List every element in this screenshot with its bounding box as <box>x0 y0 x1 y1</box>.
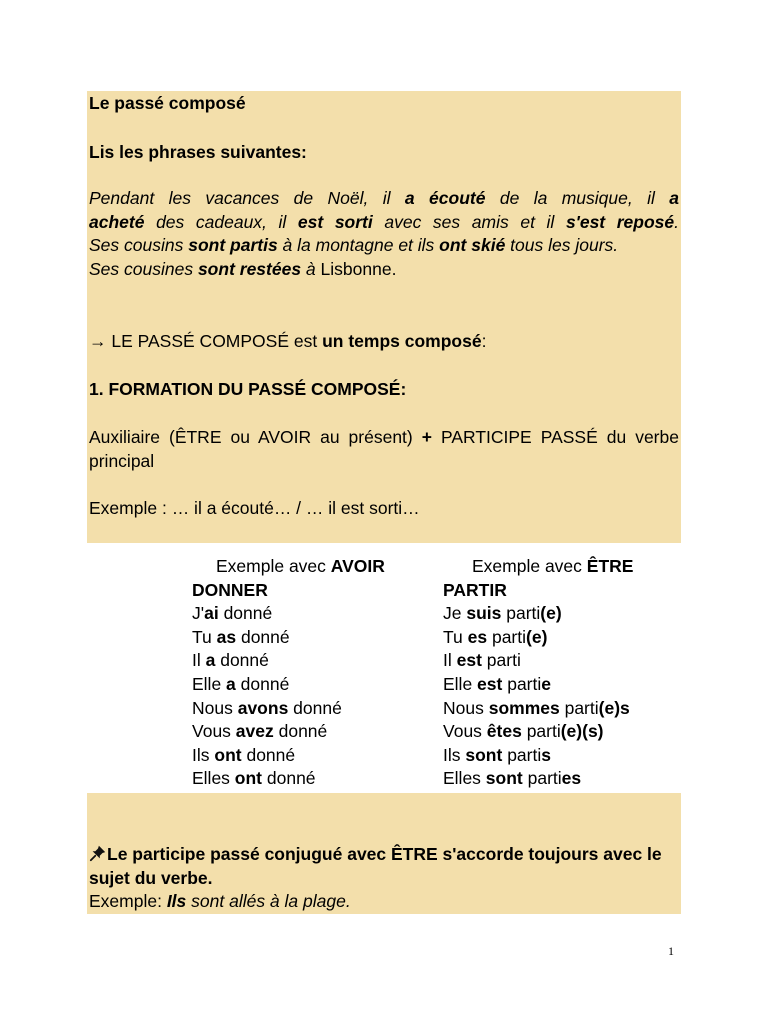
sentence-text: des cadeaux, il <box>144 211 298 232</box>
conjugation-text: Elles <box>443 768 486 789</box>
conjugation-text: parti <box>487 626 527 647</box>
conjugation-bold: es <box>561 768 582 789</box>
rule-example-rest: sont allés à la plage. <box>186 891 351 911</box>
page-number: 1 <box>668 944 674 958</box>
verb-name: DONNER <box>192 579 268 600</box>
conjugation-bold: sont <box>465 744 503 765</box>
conjugation-text: Il <box>192 650 206 671</box>
sentence-verb: a écouté <box>404 188 486 208</box>
conjugation-text: Ils <box>192 744 215 765</box>
conjugation-bold: ai <box>204 603 219 624</box>
etre-verb <box>443 579 633 603</box>
conjugation-bold: s <box>541 744 551 765</box>
conjugation-text: Elle <box>443 673 478 694</box>
conjugation-bold: sont <box>485 768 523 789</box>
avoir-row <box>192 649 385 673</box>
conjugation-text: donné <box>215 650 269 671</box>
conjugation-bold: sommes <box>488 697 560 718</box>
example-label: Exemple : <box>89 498 172 518</box>
conjugation-text: donné <box>241 744 296 765</box>
sentence-text: à <box>301 258 321 279</box>
sentence-text: . <box>391 258 397 279</box>
conjugation-bold: (e) <box>540 603 562 624</box>
etre-rows <box>443 602 633 791</box>
conjugation-text: Tu <box>443 626 468 647</box>
heading-text: Lis les phrases suivantes: <box>89 142 307 162</box>
conjugation-text: Elle <box>192 673 227 694</box>
sentence-text: Lisbonne <box>320 258 392 279</box>
conjugation-text: Tu <box>192 626 217 647</box>
conjugation-text: donné <box>235 673 290 694</box>
conjugation-text: parti <box>559 697 599 718</box>
title-text: Le passé composé <box>89 93 246 113</box>
header-text: Exemple avec <box>472 556 587 576</box>
conjugation-bold: es <box>467 626 488 647</box>
conjugation-text: donné <box>273 721 328 742</box>
header-bold: ÊTRE <box>586 556 634 576</box>
conjugation-bold: avez <box>235 721 274 742</box>
avoir-row <box>192 602 385 626</box>
conjugation-text: Elles <box>192 768 235 789</box>
etre-row <box>443 720 633 744</box>
conjugation-bold: est <box>477 673 503 694</box>
conjugation-text: parti <box>501 603 541 624</box>
etre-header <box>443 555 633 579</box>
conjugation-text: parti <box>522 768 562 789</box>
etre-row <box>443 697 633 721</box>
rule-text <box>89 843 679 890</box>
example-line <box>89 497 679 521</box>
formula-paragraph <box>89 426 679 473</box>
conjugation-bold: (e)(s) <box>560 721 604 742</box>
conjugation-bold: êtes <box>486 721 522 742</box>
conjugation-bold: e <box>541 673 551 694</box>
formula-plus: + <box>421 427 432 447</box>
sentence-line-2 <box>89 211 679 235</box>
avoir-row <box>192 767 385 791</box>
pushpin-icon <box>89 844 107 862</box>
instruction-heading <box>89 141 679 165</box>
conjugation-text: parti <box>502 673 542 694</box>
avoir-row <box>192 744 385 768</box>
conjugation-text: donné <box>288 697 342 718</box>
avoir-verb <box>192 579 385 603</box>
etre-row <box>443 673 633 697</box>
sentence-text: avec ses amis et il <box>372 211 566 232</box>
conjugation-bold: ont <box>214 744 242 765</box>
sentence-verb: ont skié <box>439 235 506 255</box>
sentence-verb: acheté <box>89 211 145 232</box>
arrow-icon: → <box>89 331 107 351</box>
avoir-row <box>192 697 385 721</box>
sentence-text: . <box>674 211 679 232</box>
conjugation-text: donné <box>236 626 290 647</box>
conjugation-bold: avons <box>237 697 289 718</box>
page-title <box>89 92 679 116</box>
sentence-verb: sont partis <box>188 235 278 255</box>
etre-row <box>443 767 633 791</box>
sentence-line-4 <box>89 258 679 282</box>
avoir-row <box>192 673 385 697</box>
conjugation-text: J' <box>192 603 205 624</box>
conjugation-text: Je <box>443 603 467 624</box>
sentence-verb: sont restées <box>197 258 302 279</box>
conjugation-text: Nous <box>443 697 489 718</box>
definition-bold: un temps composé <box>322 331 482 351</box>
conjugation-bold: as <box>216 626 237 647</box>
header-text: Exemple avec <box>216 556 331 576</box>
sentence-text: Ses cousines <box>89 258 198 279</box>
avoir-rows <box>192 602 385 791</box>
rule-example <box>89 890 679 914</box>
conjugation-bold: est <box>456 650 482 671</box>
definition-text: LE PASSÉ COMPOSÉ est <box>106 331 323 351</box>
sentence-verb: est sorti <box>297 211 373 232</box>
section-heading-text: 1. FORMATION DU PASSÉ COMPOSÉ: <box>89 379 407 399</box>
formula-text: Auxiliaire (ÊTRE ou AVOIR au présent) <box>89 427 422 447</box>
conjugation-text: donné <box>218 603 273 624</box>
rule-example-label: Exemple: <box>89 891 167 911</box>
verb-name: PARTIR <box>443 579 507 600</box>
sentence-line-1 <box>89 187 679 211</box>
sentence-text: Pendant les vacances de Noël, il <box>89 188 405 208</box>
conjugation-text: parti <box>502 744 542 765</box>
sentence-verb: s'est reposé <box>565 211 675 232</box>
etre-row <box>443 744 633 768</box>
avoir-column <box>192 555 385 791</box>
conjugation-text: donné <box>262 768 316 789</box>
conjugation-text: parti <box>521 721 561 742</box>
conjugation-text: Ils <box>443 744 466 765</box>
sentence-verb: a <box>669 188 679 208</box>
conjugation-bold: (e)s <box>598 697 630 718</box>
sentence-text: de la musique, il <box>485 188 670 208</box>
sentence-text: à la montagne et ils <box>277 235 440 255</box>
conjugation-bold: suis <box>466 603 502 624</box>
etre-row <box>443 649 633 673</box>
conjugation-text: Il <box>443 650 457 671</box>
sentences-paragraph <box>89 187 679 281</box>
definition-line <box>89 330 679 354</box>
conjugation-bold: a <box>226 673 236 694</box>
section-heading <box>89 378 679 402</box>
conjugation-text: Nous <box>192 697 238 718</box>
conjugation-bold: (e) <box>526 626 548 647</box>
header-bold: AVOIR <box>330 556 385 576</box>
rule-example-bold: Ils <box>166 891 187 911</box>
avoir-header <box>192 555 385 579</box>
conjugation-text: Vous <box>192 721 236 742</box>
sentence-text: Ses cousins <box>89 235 189 255</box>
conjugation-bold: ont <box>234 768 263 789</box>
definition-text: : <box>481 331 487 351</box>
conjugation-text: parti <box>481 650 521 671</box>
conjugation-bold: a <box>205 650 216 671</box>
rule-text-content: Le participe passé conjugué avec ÊTRE s'accorde toujours avec le sujet du verbe. <box>89 844 662 888</box>
conjugation-text: Vous <box>443 721 487 742</box>
sentence-text: tous les jours. <box>505 235 619 255</box>
example-text: … il a écouté… / … il est sorti… <box>171 498 420 518</box>
formula-text: PARTICIPE PASSÉ du verbe principal <box>89 427 679 471</box>
sentence-line-3 <box>89 234 679 258</box>
rule-paragraph <box>89 843 679 914</box>
etre-row <box>443 602 633 626</box>
avoir-row <box>192 626 385 650</box>
avoir-row <box>192 720 385 744</box>
etre-row <box>443 626 633 650</box>
etre-column <box>443 555 633 791</box>
